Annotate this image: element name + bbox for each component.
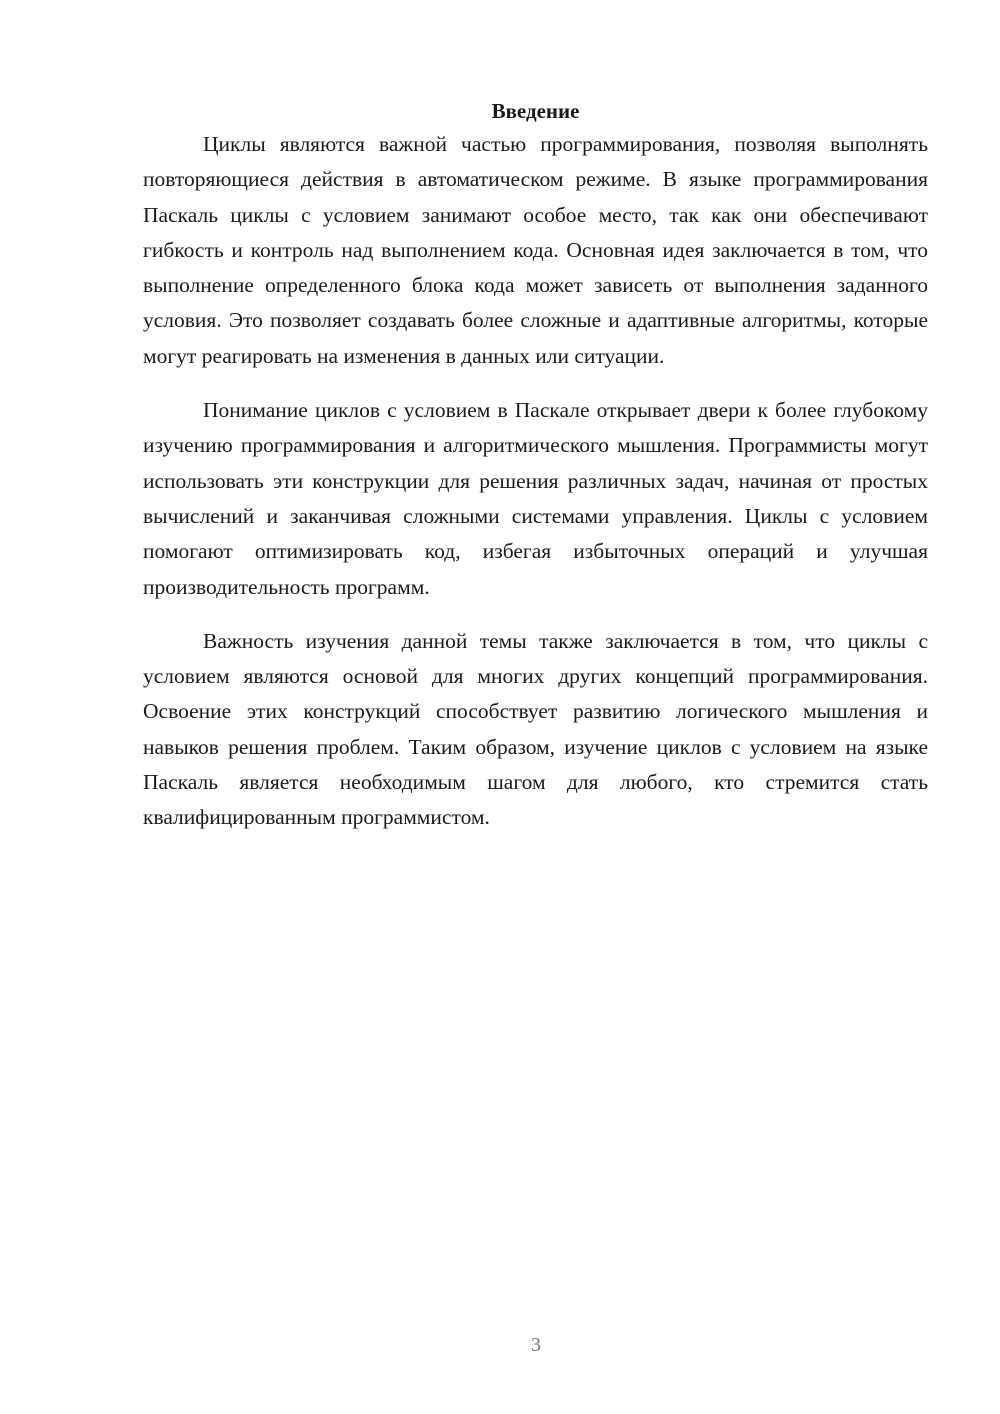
page-content [143,94,928,855]
section-title: Введение [491,99,580,123]
page-number: 3 [531,1334,541,1356]
paragraph-1: Циклы являются важной частью программирования, позволяя выполнять повторяющиеся действия в автоматическом режиме. В языке программирования Паскаль циклы с условием занимают особое место, так как они обеспечивают гибкость и контроль над выполнением кода. Основная идея заключается в том, что выполнение определенного блока кода может зависеть от выполнения заданного условия. Это позволяет создавать более сложные и адаптивные алгоритмы, которые могут реагировать на изменения в данных или ситуации. [143,132,928,368]
paragraph-2: Понимание циклов с условием в Паскале открывает двери к более глубокому изучению программирования и алгоритмического мышления. Программисты могут использовать эти конструкции для решения различных задач, начиная от простых вычислений и заканчивая сложными системами управления. Циклы с условием помогают оптимизировать код, избегая избыточных операций и улучшая производительность программ. [143,398,928,599]
paragraph-3: Важность изучения данной темы также заключается в том, что циклы с условием являются основой для многих других концепций программирования. Освоение этих конструкций способствует развитию логического мышления и навыков решения проблем. Таким образом, изучение циклов с условием на языке Паскаль является необходимым шагом для любого, кто стремится стать квалифицированным программистом. [143,628,928,830]
